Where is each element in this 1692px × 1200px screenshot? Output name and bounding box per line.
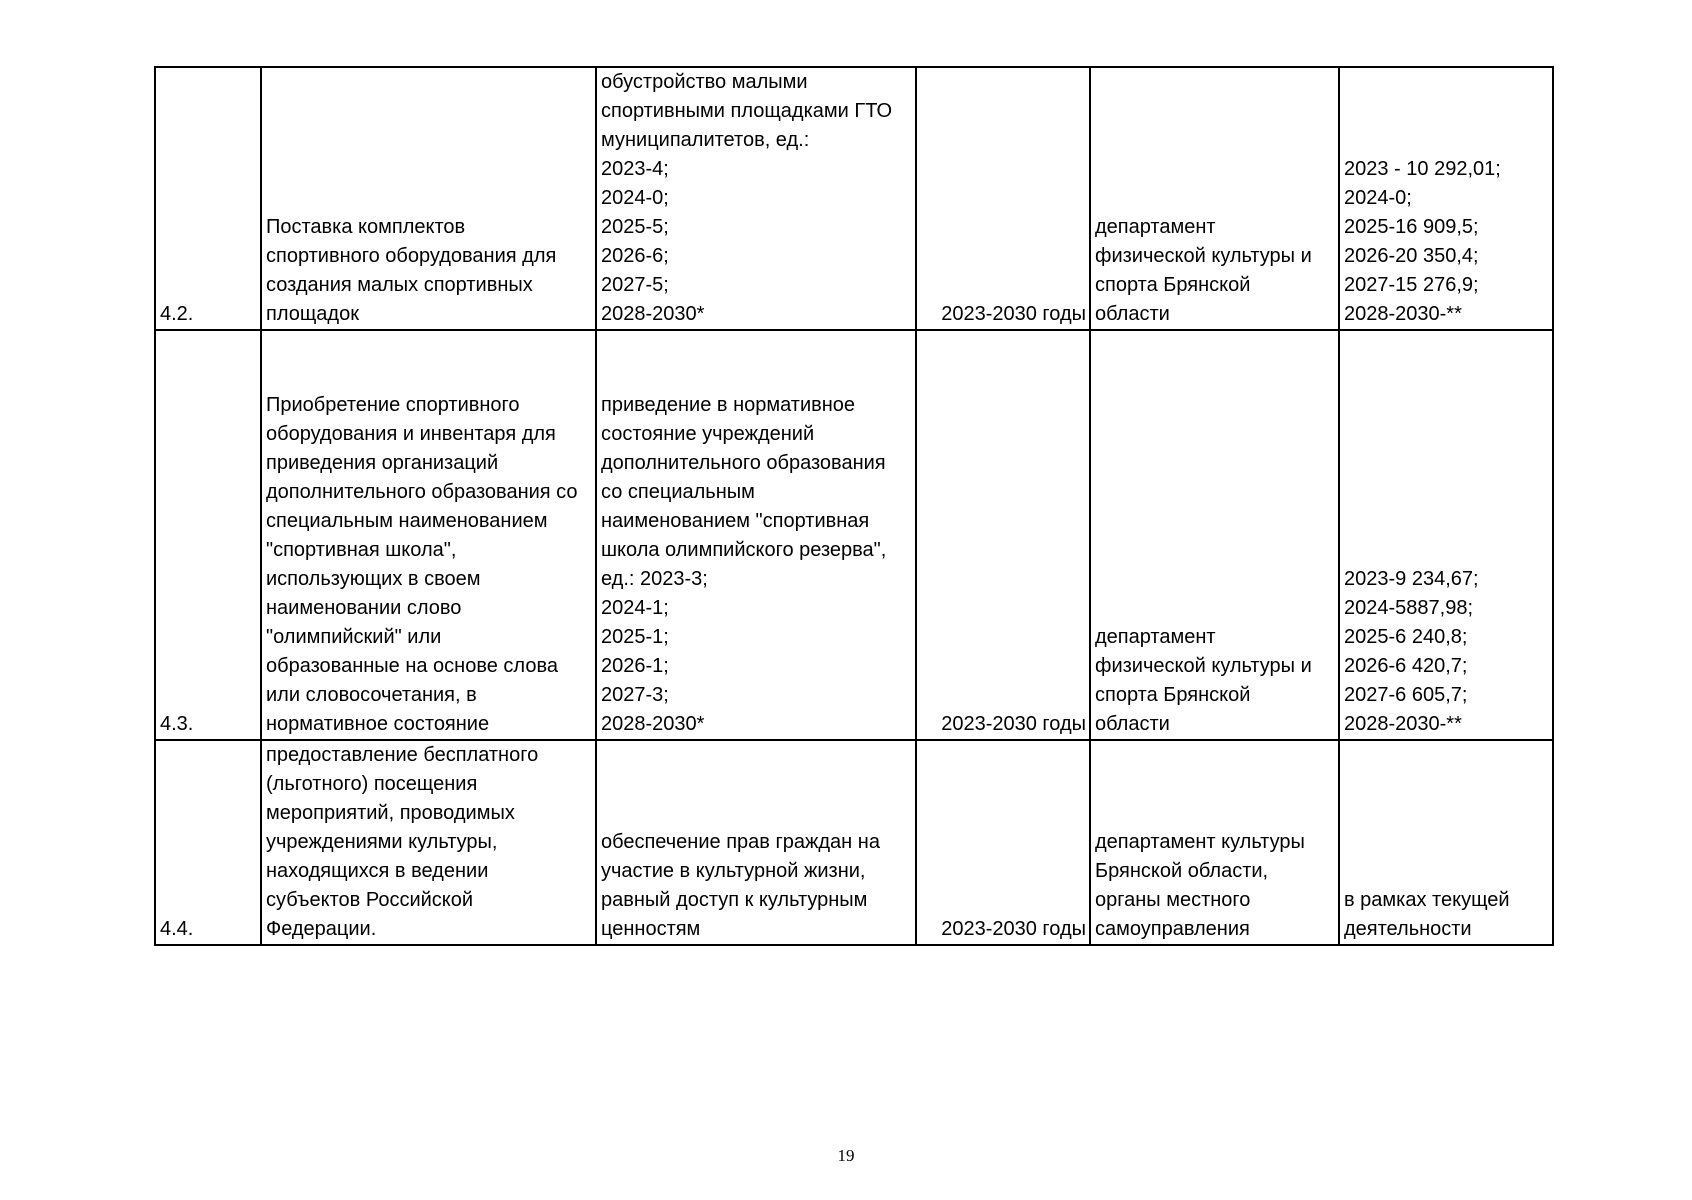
table-row-4-2 bbox=[155, 67, 1553, 330]
financing: в рамках текущей деятельности bbox=[1339, 740, 1553, 945]
measure-name: Поставка комплектов спортивного оборудования для создания малых спортивных площадок bbox=[261, 67, 596, 330]
program-table bbox=[154, 66, 1554, 946]
term: 2023-2030 годы bbox=[916, 740, 1090, 945]
row-number: 4.2. bbox=[155, 67, 261, 330]
responsible: департамент культуры Брянской области, органы местного самоуправления bbox=[1090, 740, 1339, 945]
row-number: 4.4. bbox=[155, 740, 261, 945]
financing: 2023-9 234,67; 2024-5887,98; 2025-6 240,8; 2026-6 420,7; 2027-6 605,7; 2028-2030-** bbox=[1339, 330, 1553, 740]
row-number: 4.3. bbox=[155, 330, 261, 740]
responsible: департамент физической культуры и спорта Брянской области bbox=[1090, 67, 1339, 330]
measure-name: предоставление бесплатного (льготного) посещения мероприятий, проводимых учреждениями культуры, находящихся в ведении субъектов Российской Федерации. bbox=[261, 740, 596, 945]
table-row-4-4 bbox=[155, 740, 1553, 945]
term: 2023-2030 годы bbox=[916, 67, 1090, 330]
measure-name: Приобретение спортивного оборудования и инвентаря для приведения организаций дополнительного образования со специальным наименованием "спортивная школа", использующих в своем наименовании слово "олимпийский" или образованные на основе слова или словосочетания, в нормативное состояние bbox=[261, 330, 596, 740]
indicator: обустройство малыми спортивными площадками ГТО муниципалитетов, ед.: 2023-4; 2024-0; 2025-5; 2026-6; 2027-5; 2028-2030* bbox=[596, 67, 916, 330]
indicator: приведение в нормативное состояние учреждений дополнительного образования со специальным наименованием "спортивная школа олимпийского резерва", ед.: 2023-3; 2024-1; 2025-1; 2026-1; 2027-3; 2028-2030* bbox=[596, 330, 916, 740]
term: 2023-2030 годы bbox=[916, 330, 1090, 740]
financing: 2023 - 10 292,01; 2024-0; 2025-16 909,5; 2026-20 350,4; 2027-15 276,9; 2028-2030-** bbox=[1339, 67, 1553, 330]
indicator: обеспечение прав граждан на участие в культурной жизни, равный доступ к культурным ценностям bbox=[596, 740, 916, 945]
page-number: 19 bbox=[837, 1146, 855, 1165]
table-row-4-3 bbox=[155, 330, 1553, 740]
responsible: департамент физической культуры и спорта Брянской области bbox=[1090, 330, 1339, 740]
